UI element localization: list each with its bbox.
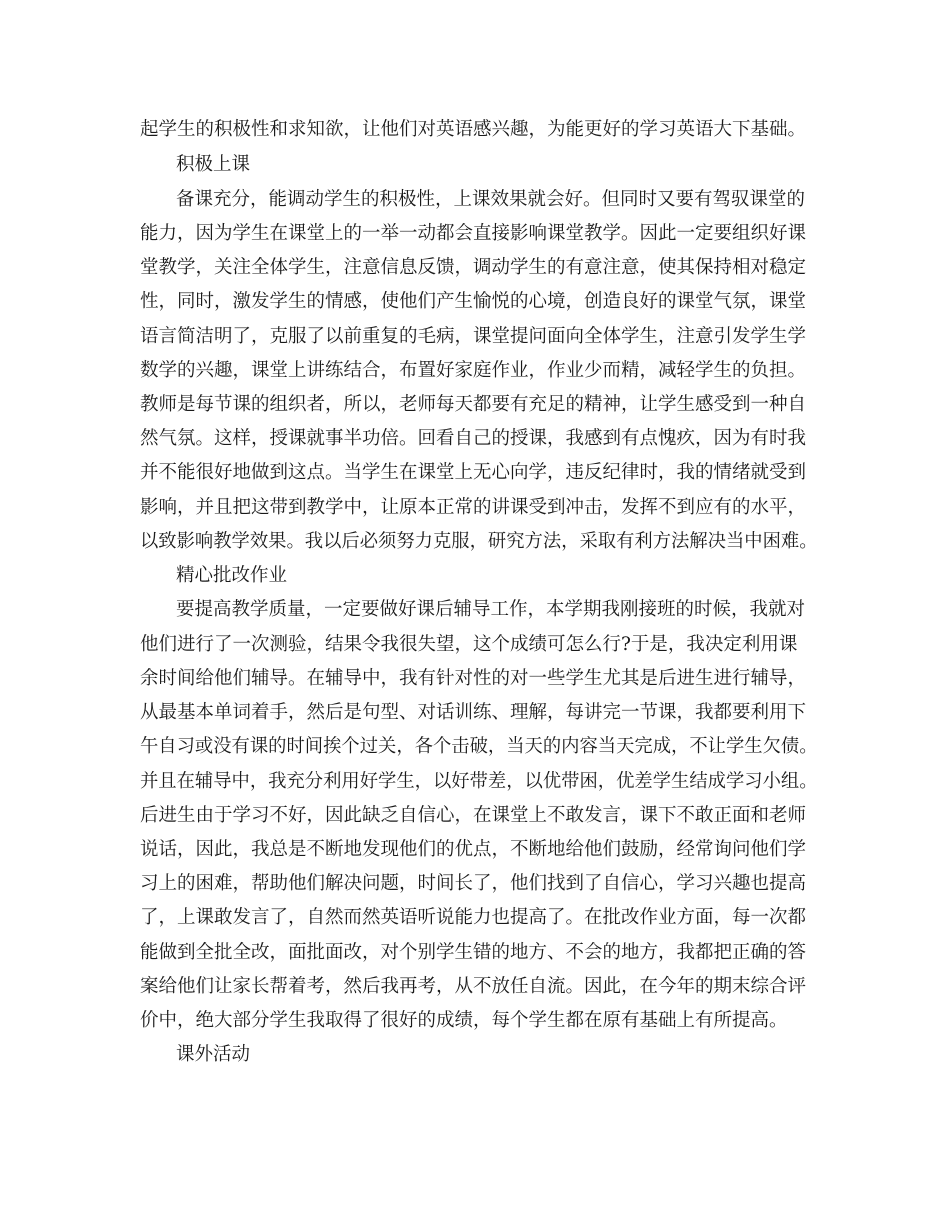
text-line: 备课充分，能调动学生的积极性，上课效果就会好。但同时又要有驾驭课堂的 <box>176 189 806 210</box>
text-line: 以致影响教学效果。我以后必须努力克服，研究方法，采取有利方法解决当中困难。 <box>140 531 818 552</box>
text-line: 影响，并且把这带到教学中，让原本正常的讲课受到冲击，发挥不到应有的水平， <box>140 497 807 518</box>
text-line: 说话，因此，我总是不断地发现他们的优点，不断地给他们鼓励，经常询问他们学 <box>140 839 807 860</box>
text-line: 习上的困难，帮助他们解决问题，时间长了，他们找到了自信心，学习兴趣也提高 <box>140 873 807 894</box>
text-line: 数学的兴趣，课堂上讲练结合，布置好家庭作业，作业少而精，减轻学生的负担。 <box>140 360 807 381</box>
section-heading: 精心批改作业 <box>176 565 288 586</box>
text-line: 后进生由于学习不好，因此缺乏自信心，在课堂上不敢发言，课下不敢正面和老师 <box>140 805 807 826</box>
text-line: 从最基本单词着手，然后是句型、对话训练、理解，每讲完一节课，我都要利用下 <box>140 702 807 723</box>
text-line: 堂教学，关注全体学生，注意信息反馈，调动学生的有意注意，使其保持相对稳定 <box>140 257 807 278</box>
section-heading: 积极上课 <box>176 154 251 175</box>
text-line: 他们进行了一次测验，结果令我很失望，这个成绩可怎么行?于是，我决定利用课 <box>140 634 798 655</box>
text-line: 午自习或没有课的时间挨个过关，各个击破，当天的内容当天完成，不让学生欠债。 <box>140 736 818 757</box>
text-line: 了，上课敢发言了，自然而然英语听说能力也提高了。在批改作业方面，每一次都 <box>140 907 807 928</box>
text-line: 能力，因为学生在课堂上的一举一动都会直接影响课堂教学。因此一定要组织好课 <box>140 223 807 244</box>
text-line: 教师是每节课的组织者，所以，老师每天都要有充足的精神，让学生感受到一种自 <box>140 394 807 415</box>
text-line: 并且在辅导中，我充分利用好学生，以好带差，以优带困，优差学生结成学习小组。 <box>140 771 818 792</box>
text-line: 起学生的积极性和求知欲，让他们对英语感兴趣，为能更好的学习英语大下基础。 <box>140 119 807 140</box>
text-line: 并不能很好地做到这点。当学生在课堂上无心向学，违反纪律时，我的情绪就受到 <box>140 462 807 483</box>
text-line: 价中，绝大部分学生我取得了很好的成绩，每个学生都在原有基础上有所提高。 <box>140 1010 788 1031</box>
text-line: 性，同时，激发学生的情感，使他们产生愉悦的心境，创造良好的课堂气氛，课堂 <box>140 291 807 312</box>
text-line: 要提高教学质量，一定要做好课后辅导工作，本学期我刚接班的时候，我就对 <box>176 599 806 620</box>
text-line: 能做到全批全改，面批面改，对个别学生错的地方、不会的地方，我都把正确的答 <box>140 942 807 963</box>
text-line: 余时间给他们辅导。在辅导中，我有针对性的对一些学生尤其是后进生进行辅导， <box>140 668 807 689</box>
text-line: 然气氛。这样，授课就事半功倍。回看自己的授课，我感到有点愧疚，因为有时我 <box>140 428 807 449</box>
text-line: 语言简洁明了，克服了以前重复的毛病，课堂提问面向全体学生，注意引发学生学 <box>140 326 807 347</box>
section-heading: 课外活动 <box>176 1044 251 1065</box>
text-line: 案给他们让家长帮着考，然后我再考，从不放任自流。因此，在今年的期末综合评 <box>140 976 807 997</box>
